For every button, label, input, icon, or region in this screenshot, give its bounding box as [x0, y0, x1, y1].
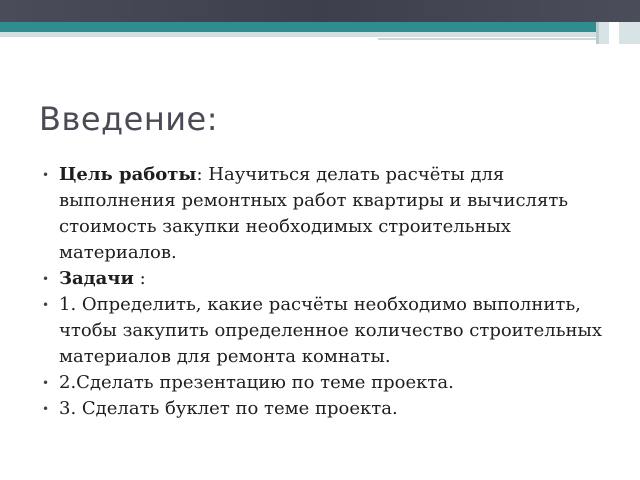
bullet-icon: •	[42, 376, 50, 390]
header-teal-band	[0, 22, 640, 32]
list-item-tasks	[40, 266, 620, 292]
tasks-text: :	[133, 268, 146, 289]
list-item-task-2	[40, 370, 620, 396]
list-item-task-3	[40, 396, 620, 422]
list-item-task-1	[40, 292, 620, 370]
bullet-icon: •	[42, 168, 50, 182]
goal-text: : Научиться делать расчёты для выполнения ремонтных работ квартиры и вычислять стоимость закупки необходимых строительных материалов.	[59, 164, 569, 263]
tasks-label: Задачи	[59, 268, 134, 289]
task-2-text: 2.Сделать презентацию по теме проекта.	[59, 372, 454, 393]
slide-title: Введение:	[39, 100, 218, 138]
task-3-text: 3. Сделать буклет по теме проекта.	[59, 398, 398, 419]
list-item-goal	[40, 162, 620, 266]
header-dark-band	[0, 0, 640, 22]
header-corner-block	[596, 22, 640, 44]
goal-label: Цель работы	[59, 164, 197, 185]
header-light-band	[0, 32, 640, 37]
bullet-icon: •	[42, 402, 50, 416]
header-corner-notch	[609, 22, 619, 44]
task-1-text: 1. Определить, какие расчёты необходимо выполнить, чтобы закупить определенное количество строительных материалов для ремонта комнаты.	[59, 294, 602, 367]
bullet-list	[40, 162, 620, 422]
bullet-icon: •	[42, 272, 50, 286]
bullet-icon: •	[42, 298, 50, 312]
